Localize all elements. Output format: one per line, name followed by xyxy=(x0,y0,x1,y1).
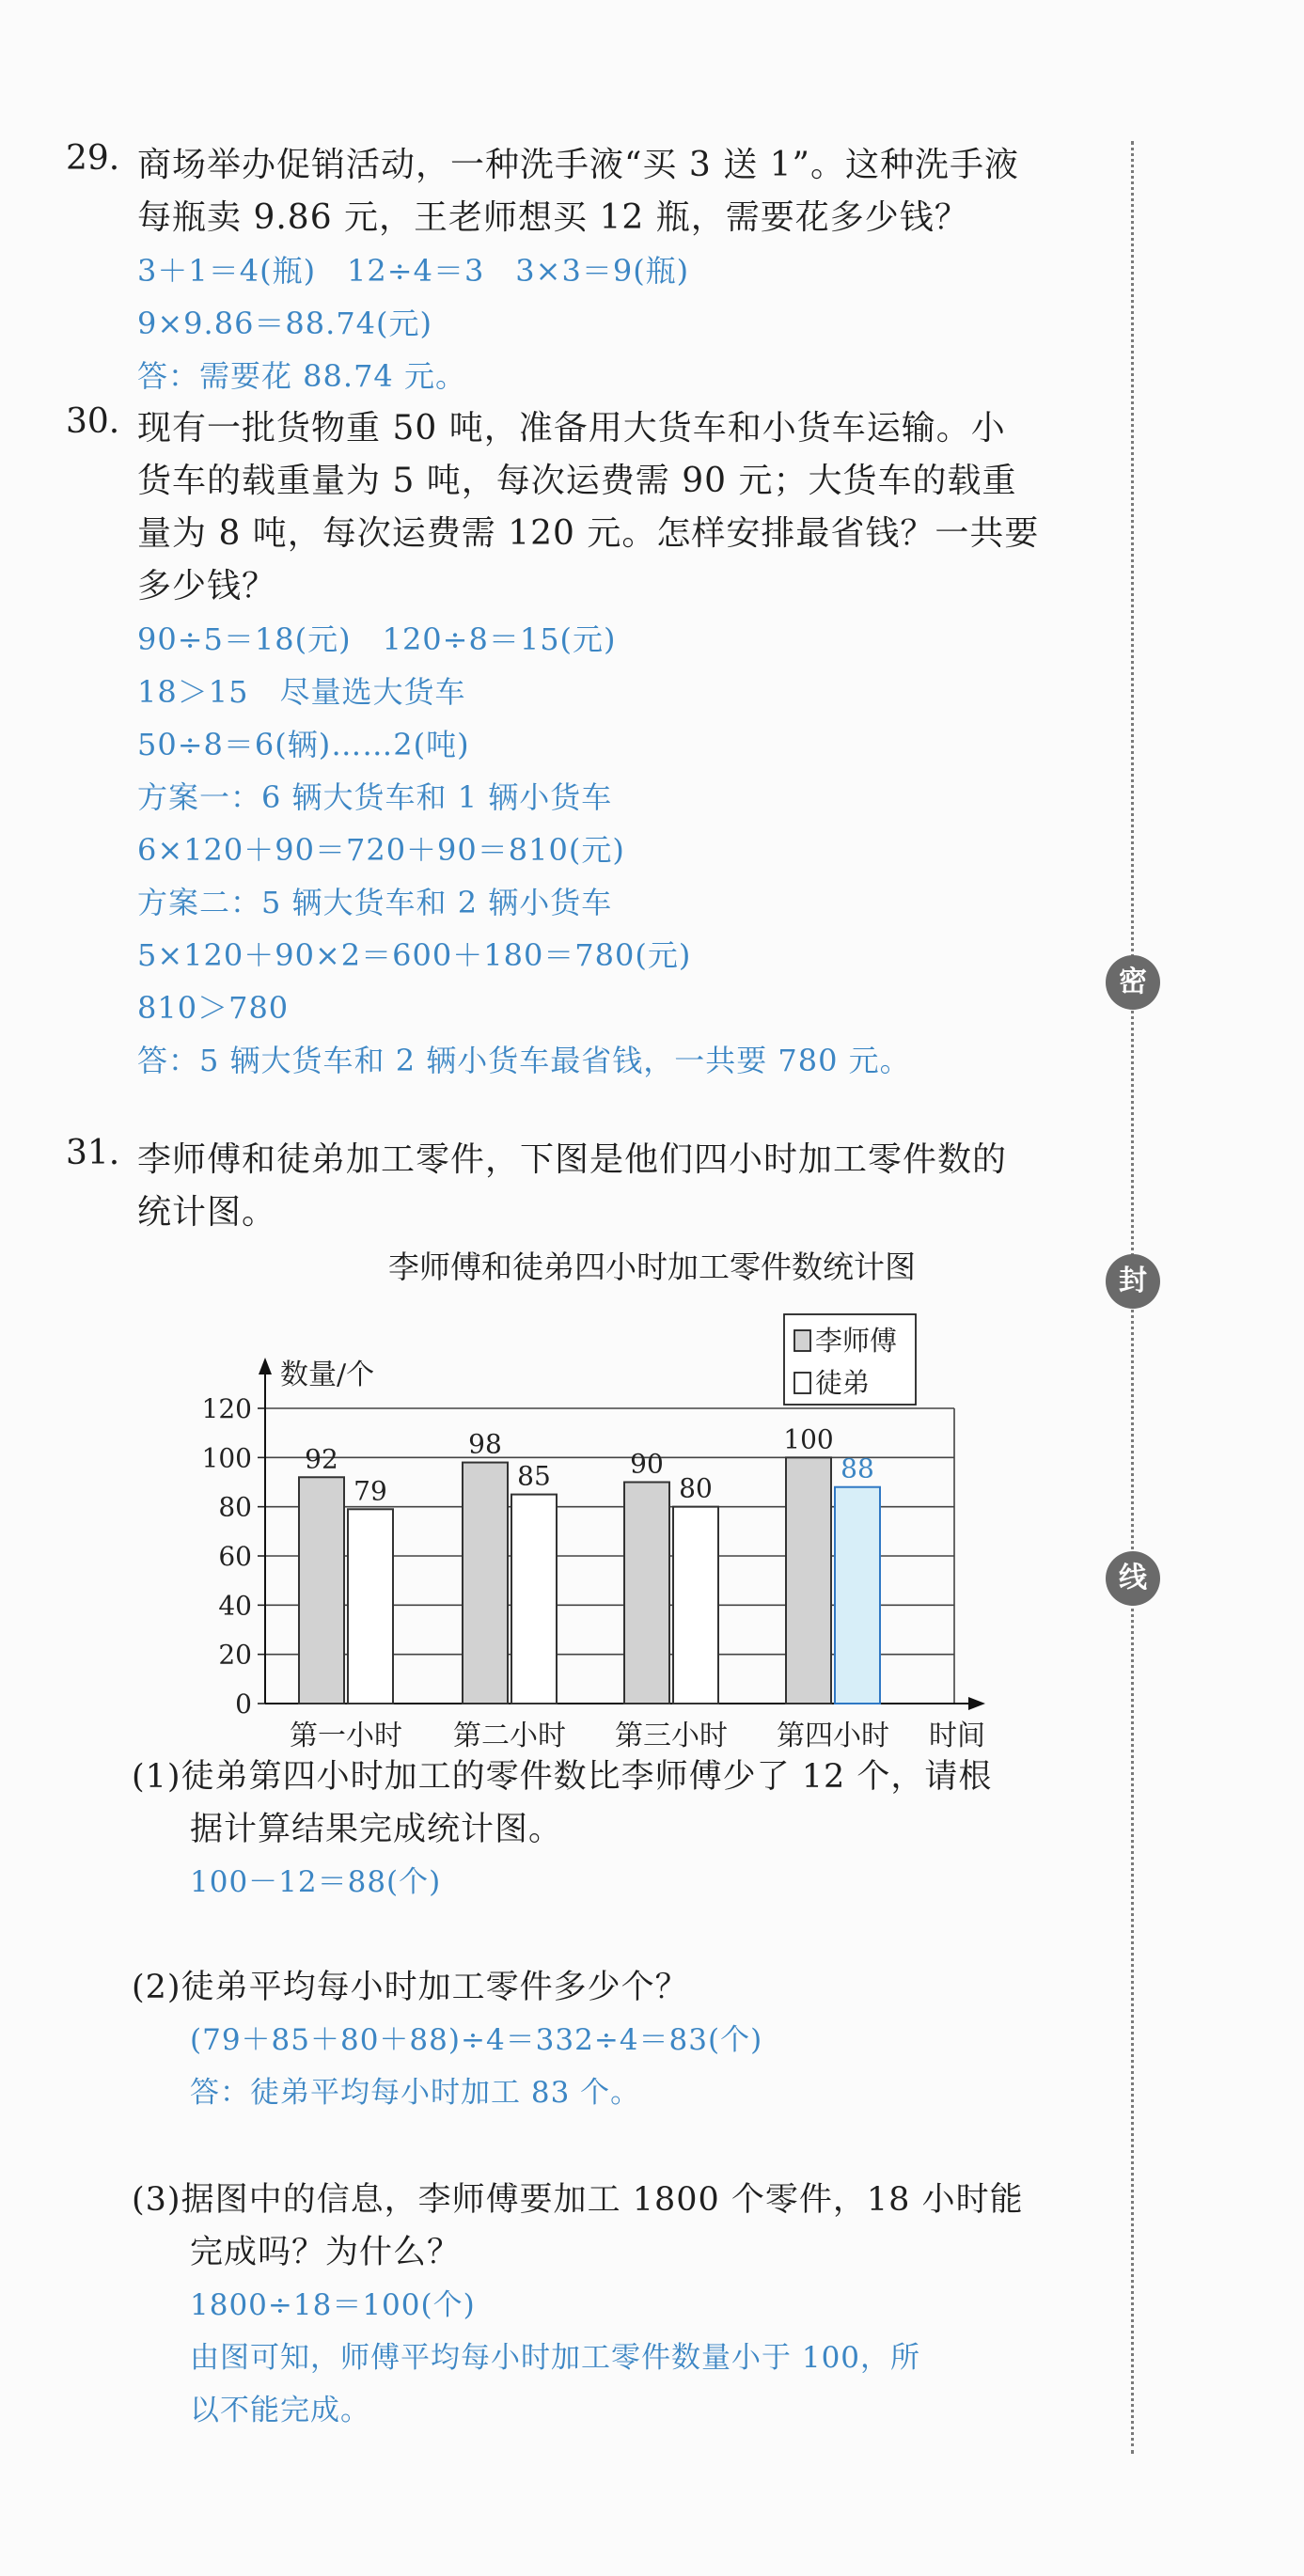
legend-label-master: 李师傅 xyxy=(815,1325,898,1357)
y-axis-label: 数量/个 xyxy=(280,1359,375,1391)
answer: 3＋1＝4(瓶) 12÷4＝3 3×3＝9(瓶) 9×9.86＝88.74(元) 答：需要花 88.74 元。 xyxy=(137,253,690,394)
bar-label-master: 98 xyxy=(468,1428,502,1460)
seal-mi: 密 xyxy=(1106,955,1160,1010)
legend-swatch-master xyxy=(794,1330,810,1351)
bar-apprentice xyxy=(673,1507,718,1704)
question-text: 商场举办促销活动，一种洗手液“买 3 送 1”。这种洗手液 每瓶卖 9.86 元，王老师想买 12 瓶，需要花多少钱？ xyxy=(137,146,1019,237)
y-tick-label: 120 xyxy=(201,1393,252,1424)
y-tick-label: 40 xyxy=(218,1590,252,1622)
question-number: 29. xyxy=(66,139,120,178)
bar-label-master: 92 xyxy=(305,1443,338,1475)
bar-label-master: 90 xyxy=(630,1448,664,1480)
legend-swatch-apprentice xyxy=(794,1373,810,1393)
y-tick-label: 0 xyxy=(235,1689,252,1720)
bar-master xyxy=(624,1483,669,1704)
seal-feng: 封 xyxy=(1106,1254,1160,1309)
y-tick-label: 80 xyxy=(218,1491,252,1523)
bar-master xyxy=(299,1477,344,1704)
question-text: 李师傅和徒弟加工零件，下图是他们四小时加工零件数的 统计图。 xyxy=(137,1140,1008,1232)
bar-apprentice xyxy=(511,1495,557,1704)
x-tick-label: 第四小时 xyxy=(777,1720,889,1752)
x-axis-arrow xyxy=(968,1697,985,1710)
chart-title: 李师傅和徒弟四小时加工零件数统计图 xyxy=(388,1249,916,1285)
sub-question-1: (1)徒弟第四小时加工的零件数比李师傅少了 12 个，请根 据计算结果完成统计图。 100－12＝88(个) xyxy=(132,1751,1072,1908)
y-tick-label: 100 xyxy=(201,1442,252,1474)
legend-label-apprentice: 徒弟 xyxy=(815,1367,871,1399)
bar-label-apprentice: 88 xyxy=(841,1453,874,1484)
x-tick-label: 第三小时 xyxy=(615,1720,728,1752)
y-tick-label: 60 xyxy=(218,1541,252,1572)
sub-question-2: (2)徒弟平均每小时加工零件多少个？ (79＋85＋80＋88)÷4＝332÷4＝83(个) 答：徒弟平均每小时加工 83 个。 xyxy=(132,1961,1072,2119)
bar-master xyxy=(463,1463,508,1704)
bar-label-master: 100 xyxy=(783,1423,834,1455)
x-tick-label: 第二小时 xyxy=(453,1720,566,1752)
y-tick-label: 20 xyxy=(218,1639,252,1671)
answer: (79＋85＋80＋88)÷4＝332÷4＝83(个) 答：徒弟平均每小时加工 83 个。 xyxy=(190,2023,763,2110)
x-axis-label: 时间 xyxy=(929,1720,985,1752)
bar-master xyxy=(786,1457,831,1704)
seal-xian: 线 xyxy=(1106,1551,1160,1606)
answer: 90÷5＝18(元) 120÷8＝15(元) 18＞15 尽量选大货车 50÷8＝6(辆)……2(吨) 方案一：6 辆大货车和 1 辆小货车 6×120＋90＝720＋90＝810(元) 方案二：5 辆大货车和 2 辆小货车 5×120＋90×2＝600＋180＝780(元) 810＞780 答：5 辆大货车和 2 辆小货车最省钱，一共要 780 元。 xyxy=(137,621,911,1078)
bar-label-apprentice: 80 xyxy=(679,1472,713,1504)
question-number: 31. xyxy=(66,1134,120,1172)
x-tick-label: 第一小时 xyxy=(290,1720,402,1752)
y-axis-arrow xyxy=(259,1358,272,1374)
answer: 1800÷18＝100(个) 由图可知，师傅平均每小时加工零件数量小于 100，所 以不能完成。 xyxy=(190,2288,921,2427)
question-number: 30. xyxy=(66,402,120,441)
bar-apprentice xyxy=(348,1509,393,1704)
bar-label-apprentice: 85 xyxy=(517,1460,551,1492)
question-text: 现有一批货物重 50 吨，准备用大货车和小货车运输。小 货车的载重量为 5 吨，每次运费需 90 元；大货车的载重 量为 8 吨，每次运费需 120 元。怎样安排最省钱？一共要 多少钱？ xyxy=(137,409,1040,605)
sub-question-3: (3)据图中的信息，李师傅要加工 1800 个零件，18 小时能 完成吗？为什么？ 1800÷18＝100(个) 由图可知，师傅平均每小时加工零件数量小于 100，所 以不能完成。 xyxy=(132,2174,1072,2437)
bar-apprentice xyxy=(835,1487,880,1704)
answer: 100－12＝88(个) xyxy=(190,1865,442,1899)
bar-label-apprentice: 79 xyxy=(353,1475,387,1507)
